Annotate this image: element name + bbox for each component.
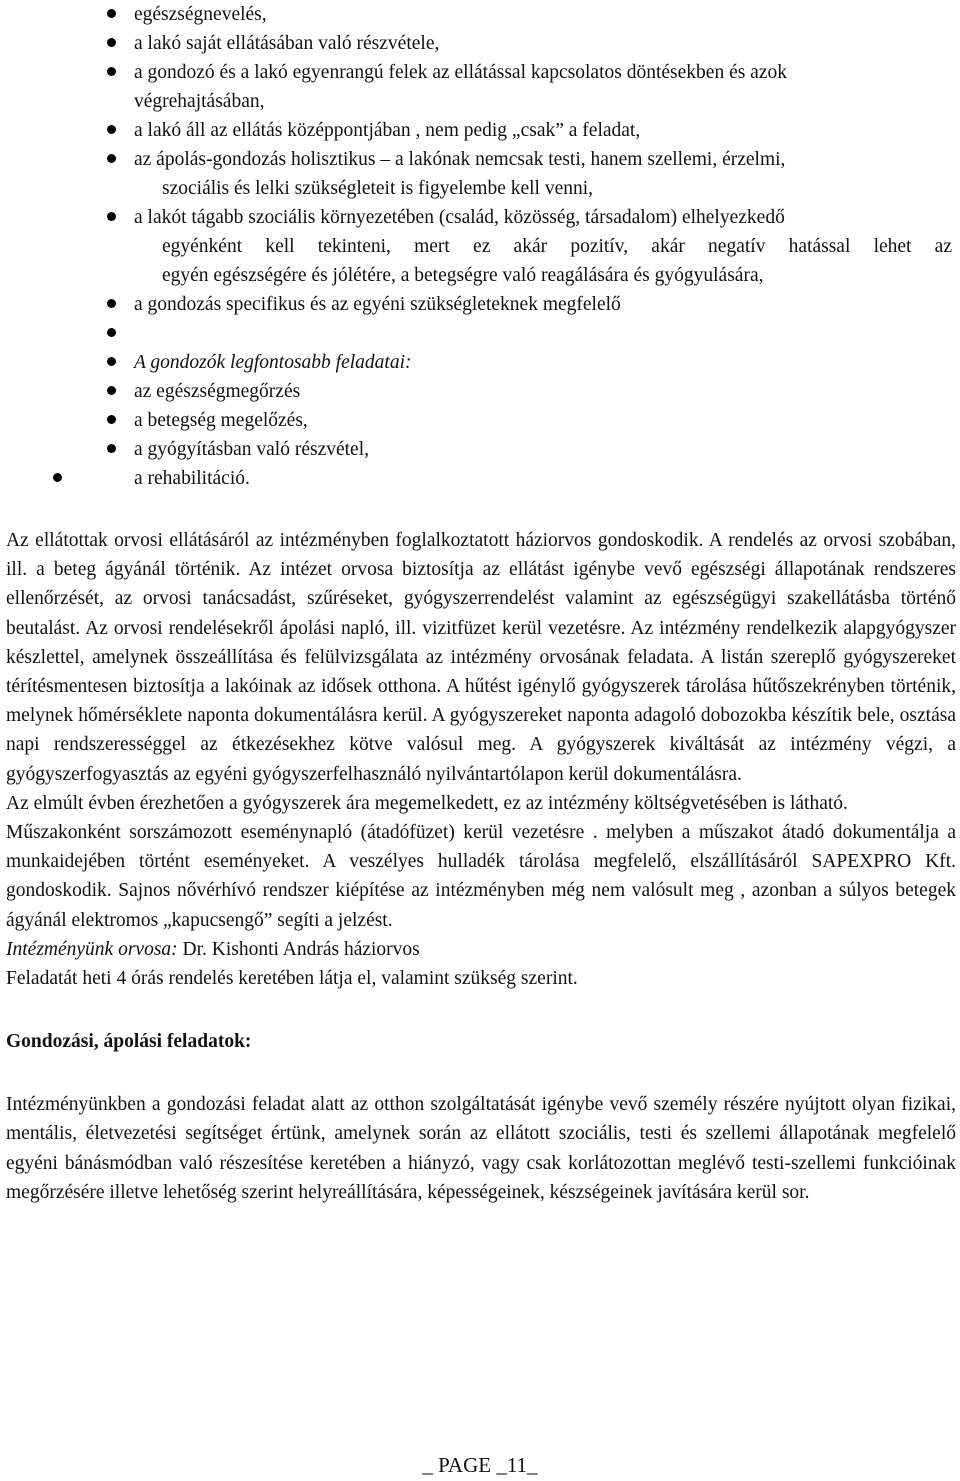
list-item-text: a gyógyításban való részvétel, bbox=[134, 439, 369, 460]
bullet-icon bbox=[107, 299, 116, 308]
list-item-text: A gondozók legfontosabb feladatai: bbox=[134, 352, 412, 373]
list-item bbox=[6, 203, 956, 290]
bullet-icon bbox=[53, 473, 62, 482]
list-item-text: a gondozás specifikus és az egyéni szükségleteknek megfelelő bbox=[134, 294, 621, 315]
bullet-icon bbox=[107, 125, 116, 134]
bullet-icon bbox=[107, 386, 116, 395]
list-item-text: egészségnevelés, bbox=[134, 4, 267, 25]
page-number: _ PAGE _11_ bbox=[422, 1453, 538, 1477]
bullet-icon bbox=[107, 415, 116, 424]
bullet-icon bbox=[107, 444, 116, 453]
list-item-text: végrehajtásában, bbox=[134, 91, 265, 112]
spacer bbox=[6, 993, 956, 1027]
bullet-icon bbox=[107, 9, 116, 18]
list-item-text: szociális és lelki szükségleteit is figyelembe kell venni, bbox=[162, 178, 594, 199]
list-item bbox=[6, 145, 956, 203]
bullet-list bbox=[6, 0, 956, 493]
paragraph-doctor-schedule: Feladatát heti 4 órás rendelés keretében látja el, valamint szükség szerint. bbox=[6, 968, 578, 990]
list-item-text: a rehabilitáció. bbox=[134, 468, 250, 489]
list-item-text: a gondozó és a lakó egyenrangú felek az ellátással kapcsolatos döntésekben és azok bbox=[134, 62, 787, 83]
list-item-text: egyénként kell tekinteni, mert ez akár pozitív, akár negatív hatással lehet az bbox=[162, 236, 952, 257]
paragraph-medical-care: Az ellátottak orvosi ellátásáról az intézményben foglalkoztatott háziorvos gondoskodik. A rendelés az orvosi szobában, ill. a beteg ágyánál történik. Az intézet orvosa biztosítja az ellátást igénybe vevő egészségi állapotának rendszeres ellenőrzését, az orvosi tanácsadást, szűréseket, gyógyszerrendelést valamint az egészségügyi szakellátásba történő beutalást. Az orvosi rendelésekről ápolási napló, ill. vizitfüzet kerül vezetésre. Az intézmény rendelkezik alapgyógyszer készlettel, amelynek összeállítása és felülvizsgálata az intézmény orvosának feladata. A listán szereplő gyógyszereket térítésmentesen biztosítja a lakóinak az idősek otthona. A hűtést igénylő gyógyszerek tárolása hűtőszekrényben történik, melynek hőmérséklete naponta dokumentálásra kerül. A gyógyszereket naponta adagoló dobozokba készítik bele, osztása napi rendszerességgel az étkezésekhez kötve valósul meg. A gyógyszerek kiváltását az intézmény végzi, a gyógyszerfogyasztás az egyéni gyógyszerfelhasználó nyilvántartólapon kerül dokumentálásra. bbox=[6, 530, 956, 785]
list-item-text: a lakót tágabb szociális környezetében (család, közösség, társadalom) elhelyezkedő bbox=[134, 207, 785, 228]
list-item-text: a betegség megelőzés, bbox=[134, 410, 308, 431]
list-item bbox=[6, 348, 956, 377]
bullet-icon bbox=[107, 357, 116, 366]
section-heading: Gondozási, ápolási feladatok: bbox=[6, 1031, 252, 1053]
bullet-icon bbox=[107, 67, 116, 76]
list-item bbox=[6, 464, 956, 493]
list-item bbox=[6, 29, 956, 58]
list-item-text: az ápolás-gondozás holisztikus – a lakónak nemcsak testi, hanem szellemi, érzelmi, bbox=[134, 149, 786, 170]
paragraph-medication-costs: Az elmúlt évben érezhetően a gyógyszerek ára megemelkedett, ez az intézmény költségvetésében is látható. bbox=[6, 792, 848, 814]
list-item bbox=[6, 0, 956, 29]
list-item bbox=[6, 319, 956, 348]
spacer bbox=[6, 1056, 956, 1090]
doctor-line bbox=[6, 935, 956, 964]
doctor-name: Dr. Kishonti András háziorvos bbox=[177, 938, 420, 960]
list-item bbox=[6, 58, 956, 116]
list-item bbox=[6, 406, 956, 435]
list-item-text: a lakó áll az ellátás középpontjában , nem pedig „csak” a feladat, bbox=[134, 120, 641, 141]
document-page bbox=[6, 0, 956, 1207]
bullet-icon bbox=[107, 154, 116, 163]
doctor-label: Intézményünk orvosa: bbox=[6, 938, 178, 960]
list-item-text: az egészségmegőrzés bbox=[134, 381, 301, 402]
list-item bbox=[6, 377, 956, 406]
paragraph-care-tasks: Intézményünkben a gondozási feladat alatt az otthon szolgáltatását igénybe vevő személy részére nyújtott olyan fizikai, mentális, életvezetési segítséget értünk, amelynek során az ellátott szociális, testi és szellemi állapotának megfelelő egyéni bánásmódban való részesítése keretében a hiányzó, vagy csak korlátozottan meglévő testi-szellemi funkcióinak megőrzésére illetve lehetőség szerint helyreállítására, képességeinek, készségeinek javítására kerül sor. bbox=[6, 1094, 956, 1203]
list-item bbox=[6, 290, 956, 319]
bullet-icon bbox=[107, 328, 116, 337]
list-item-text: a lakó saját ellátásában való részvétele, bbox=[134, 33, 440, 54]
bullet-icon bbox=[107, 212, 116, 221]
list-item bbox=[6, 435, 956, 464]
list-item bbox=[6, 116, 956, 145]
spacer bbox=[6, 493, 956, 526]
paragraph-shift-log: Műszakonként sorszámozott eseménynapló (átadófüzet) kerül vezetésre . melyben a műszakot átadó dokumentálja a munkaidejében történt eseményeket. A veszélyes hulladék tárolása megfelelő, elszállításáról SAPEXPRO Kft. gondoskodik. Sajnos nővérhívó rendszer kiépítése az intézményben még nem valósult meg , azonban a súlyos betegek ágyánál elektromos „kapucsengő” segíti a jelzést. bbox=[6, 822, 956, 931]
bullet-icon bbox=[107, 38, 116, 47]
list-item-text: egyén egészségére és jólétére, a betegségre való reagálására és gyógyulására, bbox=[162, 265, 764, 286]
